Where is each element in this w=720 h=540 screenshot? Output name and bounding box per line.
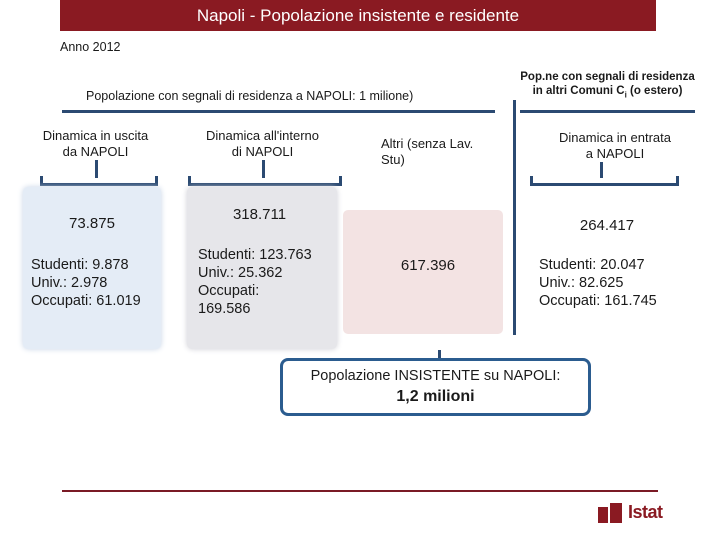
istat-logo	[598, 502, 663, 523]
outgoing-details	[31, 256, 141, 310]
year-label: Anno 2012	[60, 40, 121, 54]
internal-bracket-stem	[262, 160, 265, 178]
incoming-bracket	[530, 176, 679, 186]
internal-bracket	[188, 176, 342, 186]
other-group-title-line2-end: (o estero)	[626, 85, 683, 97]
istat-logo-text: Istat	[628, 502, 663, 522]
column-label-internal-line1: Dinamica all'interno	[205, 128, 320, 143]
outgoing-bracket	[40, 176, 158, 186]
internal-univ-value: 25.362	[238, 265, 283, 281]
column-label-internal	[195, 128, 330, 160]
incoming-occupati-value: 161.745	[604, 293, 657, 309]
internal-studenti-value: 123.763	[259, 247, 312, 263]
total-label: Popolazione INSISTENTE su NAPOLI:	[310, 368, 561, 384]
incoming-occupati	[539, 292, 657, 310]
outgoing-univ	[31, 274, 141, 292]
footer-line	[62, 490, 658, 492]
other-group-line	[520, 110, 695, 113]
column-label-outgoing-line1: Dinamica in uscita	[42, 128, 149, 143]
column-label-other	[381, 136, 501, 168]
internal-occupati-value: 169.586	[198, 301, 251, 317]
outgoing-univ-label: Univ.:	[31, 275, 72, 291]
column-label-incoming-line2: a NAPOLI	[585, 146, 645, 161]
incoming-bracket-stem	[600, 162, 603, 178]
other-group-title	[510, 70, 705, 102]
column-label-internal-line2: di NAPOLI	[231, 144, 294, 159]
incoming-studenti	[539, 256, 657, 274]
other-value: 617.396	[400, 257, 456, 274]
other-group-title-line1: Pop.ne con segnali di residenza	[520, 71, 695, 83]
outgoing-studenti-value: 9.878	[92, 257, 129, 273]
group-separator	[513, 100, 516, 335]
internal-studenti	[198, 246, 312, 264]
outgoing-occupati	[31, 292, 141, 310]
resident-group-line	[62, 110, 495, 113]
column-label-other-line1: Altri (senza Lav.	[381, 136, 474, 151]
incoming-univ	[539, 274, 657, 292]
outgoing-value: 73.875	[69, 215, 115, 232]
incoming-univ-value: 82.625	[579, 275, 624, 291]
incoming-studenti-value: 20.047	[600, 257, 645, 273]
column-label-incoming-line1: Dinamica in entrata	[559, 130, 671, 145]
total-box	[280, 358, 591, 416]
outgoing-occupati-value: 61.019	[96, 293, 141, 309]
internal-value: 318.711	[232, 206, 287, 223]
header-banner	[60, 0, 656, 31]
incoming-univ-label: Univ.:	[539, 275, 580, 291]
column-label-outgoing-line2: da NAPOLI	[62, 144, 129, 159]
incoming-occupati-label: Occupati:	[539, 293, 605, 309]
internal-details	[198, 246, 312, 318]
resident-group-title: Popolazione con segnali di residenza a NAPOLI: 1 milione)	[86, 89, 414, 103]
outgoing-univ-value: 2.978	[71, 275, 108, 291]
incoming-studenti-label: Studenti:	[539, 257, 601, 273]
incoming-value: 264.417	[579, 217, 635, 234]
outgoing-occupati-label: Occupati:	[31, 293, 97, 309]
incoming-details	[539, 256, 657, 310]
internal-studenti-label: Studenti:	[198, 247, 260, 263]
other-group-title-subscript: i	[624, 90, 627, 100]
outgoing-bracket-stem	[95, 160, 98, 178]
total-value: 1,2 milioni	[396, 388, 475, 405]
column-label-incoming	[540, 130, 690, 162]
internal-univ-label: Univ.:	[198, 265, 239, 281]
internal-univ	[198, 264, 312, 282]
istat-logo-icon	[598, 503, 624, 523]
page-title: Napoli - Popolazione insistente e residente	[196, 5, 520, 25]
outgoing-studenti	[31, 256, 141, 274]
other-group-title-line2-text: in altri Comuni C	[532, 85, 625, 97]
column-label-outgoing	[28, 128, 163, 160]
internal-occupati-label: Occupati:	[198, 283, 260, 299]
column-label-other-line2: Stu)	[381, 152, 405, 167]
other-group-title-line2	[510, 84, 705, 102]
outgoing-studenti-label: Studenti:	[31, 257, 93, 273]
